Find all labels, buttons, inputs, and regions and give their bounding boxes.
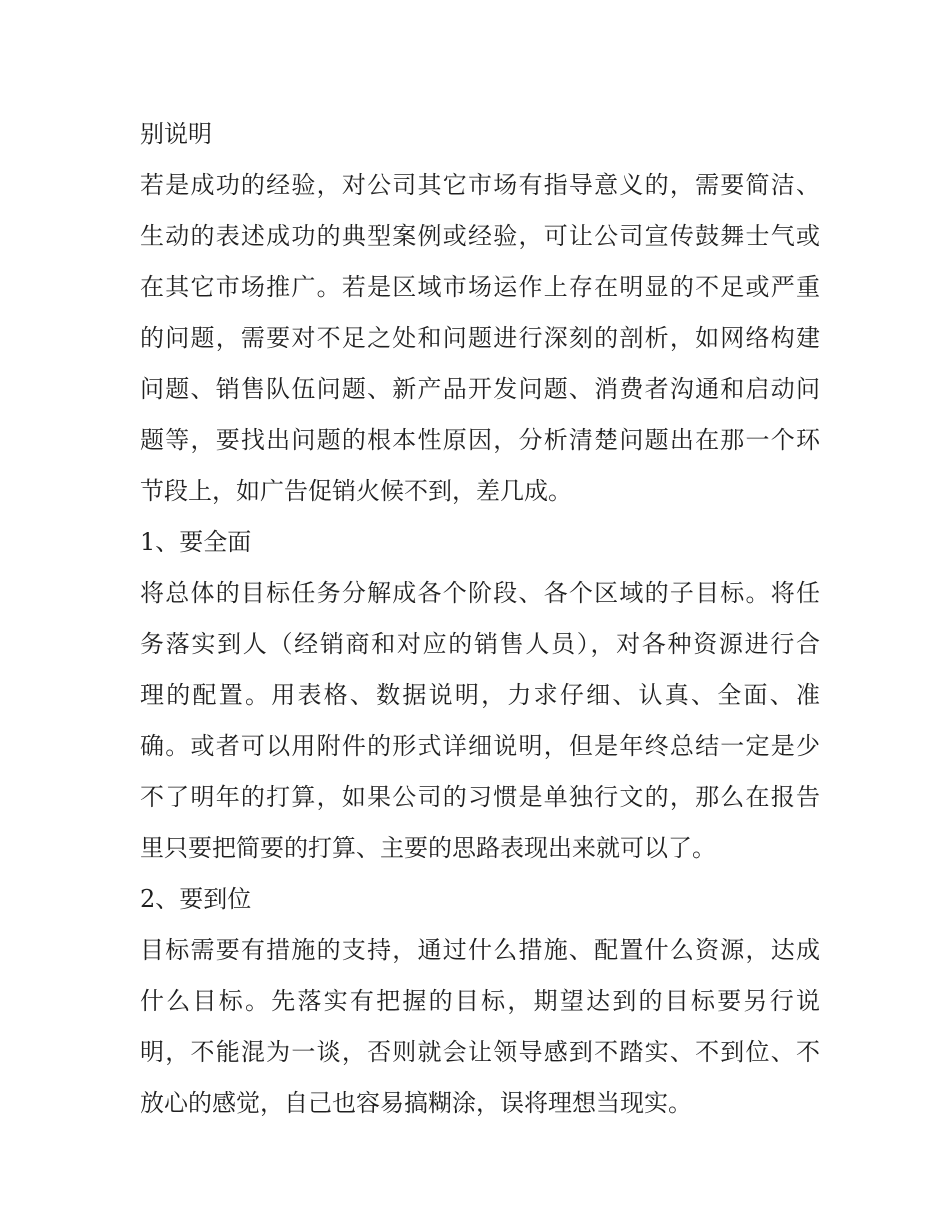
text-line: 不了明年的打算，如果公司的习惯是单独行文的，那么在报告 (140, 783, 820, 811)
text-line: 生动的表述成功的典型案例或经验，可让公司宣传鼓舞士气或 (140, 222, 820, 250)
text-line: 什么目标。先落实有把握的目标，期望达到的目标要另行说 (140, 987, 820, 1015)
text-line: 若是成功的经验，对公司其它市场有指导意义的，需要简洁、 (140, 171, 820, 199)
section-heading: 2、要到位 (140, 885, 252, 913)
text-line: 务落实到人（经销商和对应的销售人员），对各种资源进行合 (140, 630, 820, 658)
text-line: 理的配置。用表格、数据说明，力求仔细、认真、全面、准 (140, 681, 820, 709)
text-line: 节段上，如广告促销火候不到，差几成。 (140, 477, 572, 505)
text-line: 目标需要有措施的支持，通过什么措施、配置什么资源，达成 (140, 936, 820, 964)
text-line: 将总体的目标任务分解成各个阶段、各个区域的子目标。将任 (140, 579, 820, 607)
text-line: 放心的感觉，自己也容易搞糊涂，误将理想当现实。 (140, 1089, 692, 1117)
document-body (140, 109, 820, 1129)
text-line: 问题、销售队伍问题、新产品开发问题、消费者沟通和启动问 (140, 375, 820, 403)
text-line: 在其它市场推广。若是区域市场运作上存在明显的不足或严重 (140, 273, 820, 301)
section-heading: 1、要全面 (140, 528, 252, 556)
text-line: 的问题，需要对不足之处和问题进行深刻的剖析，如网络构建 (140, 324, 820, 352)
text-line: 别说明 (140, 120, 212, 148)
text-line: 确。或者可以用附件的形式详细说明，但是年终总结一定是少 (140, 732, 820, 760)
text-line: 题等，要找出问题的根本性原因，分析清楚问题出在那一个环 (140, 426, 820, 454)
text-line: 里只要把简要的打算、主要的思路表现出来就可以了。 (140, 834, 716, 862)
text-line: 明，不能混为一谈，否则就会让领导感到不踏实、不到位、不 (140, 1038, 820, 1066)
